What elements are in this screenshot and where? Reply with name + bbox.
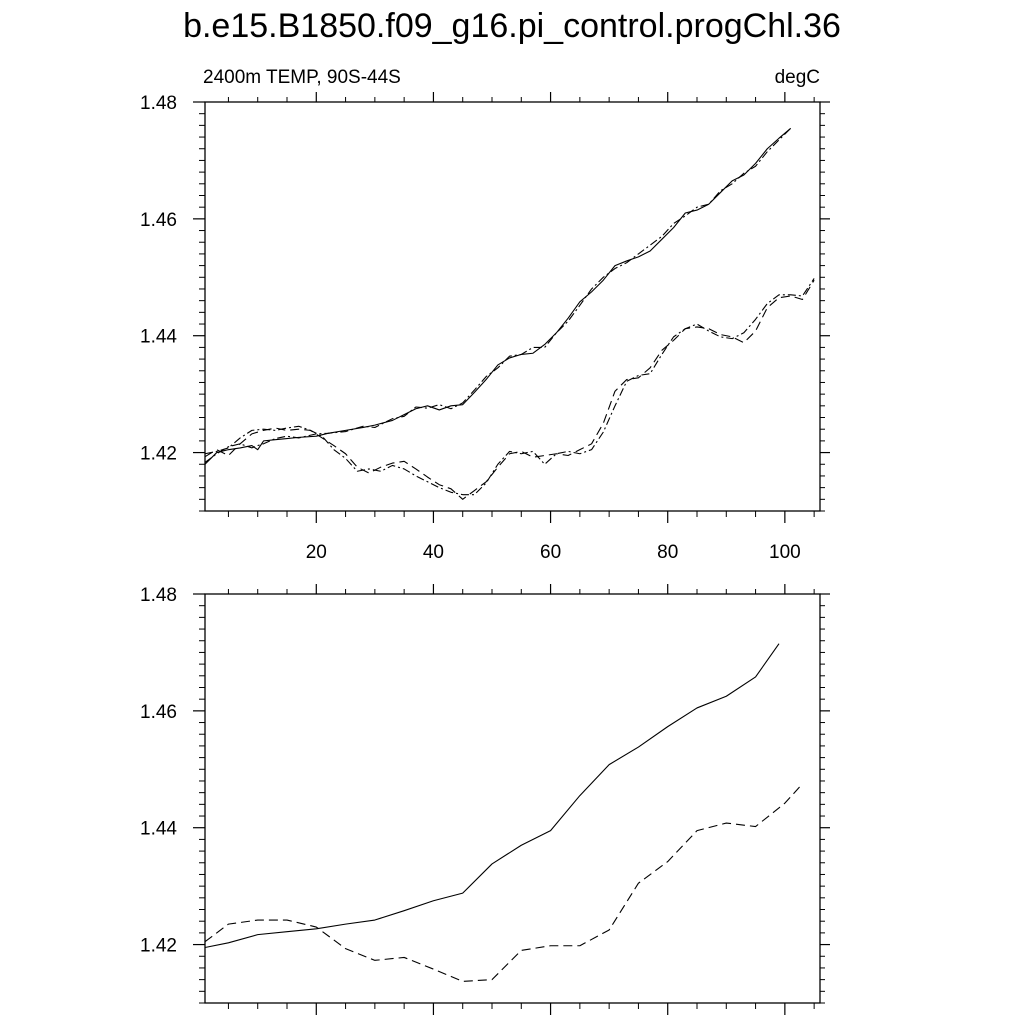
x-tick-label: 40 <box>422 542 444 563</box>
series-line-1 <box>205 128 791 464</box>
top-panel-series <box>205 128 814 499</box>
y-tick-label: 1.44 <box>140 818 177 840</box>
x-tick-label: 80 <box>657 542 679 563</box>
series-line-3 <box>205 280 814 499</box>
series-line-2 <box>205 128 791 462</box>
x-tick-label: 20 <box>305 542 327 563</box>
top-panel-variable-label: 2400m TEMP, 90S-44S <box>203 67 401 88</box>
series-line-4 <box>205 278 814 494</box>
x-tick-label: 60 <box>540 542 562 563</box>
bottom-panel-ticks <box>140 584 830 1015</box>
y-tick-label: 1.48 <box>140 93 177 114</box>
top-panel <box>140 67 830 563</box>
series-line-2 <box>205 784 802 981</box>
top-panel-units-label: degC <box>774 67 820 88</box>
y-tick-label: 1.48 <box>140 585 177 606</box>
bottom-panel <box>140 584 830 1015</box>
y-tick-label: 1.44 <box>140 326 177 348</box>
top-panel-ticks <box>140 92 830 563</box>
top-panel-frame <box>205 102 820 511</box>
series-line-1 <box>205 644 779 948</box>
y-tick-label: 1.42 <box>140 935 177 957</box>
y-tick-label: 1.42 <box>140 443 177 465</box>
x-tick-label: 100 <box>769 542 801 563</box>
bottom-panel-frame <box>205 594 820 1003</box>
figure-title: b.e15.B1850.f09_g16.pi_control.progChl.36 <box>183 7 841 45</box>
y-tick-label: 1.46 <box>140 701 177 723</box>
bottom-panel-series <box>205 644 802 982</box>
y-tick-label: 1.46 <box>140 209 177 231</box>
